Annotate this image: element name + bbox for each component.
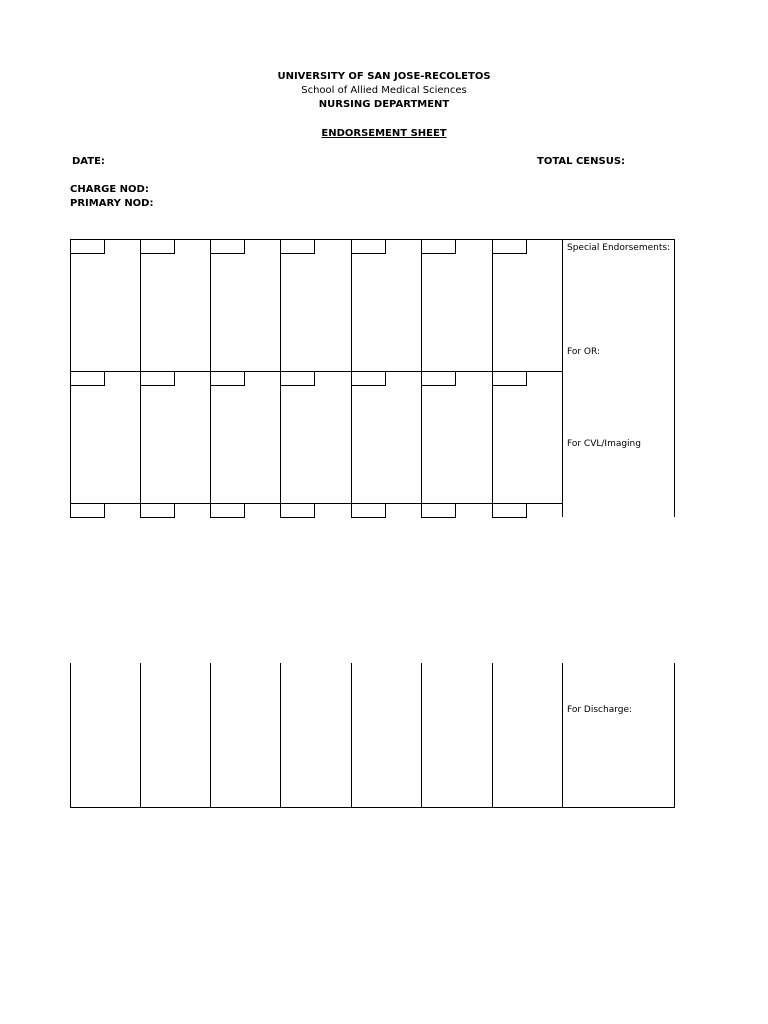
grid-column-line bbox=[351, 663, 352, 808]
bed-number-box bbox=[210, 371, 245, 386]
bed-number-box bbox=[70, 503, 105, 518]
grid-column-line bbox=[210, 663, 211, 808]
bed-number-box bbox=[351, 371, 386, 386]
grid-column-line bbox=[280, 663, 281, 808]
special-endorsements-label: Special Endorsements: bbox=[567, 243, 671, 253]
bed-number-box bbox=[70, 371, 105, 386]
bed-number-box bbox=[140, 503, 175, 518]
bed-number-box bbox=[351, 503, 386, 518]
grid-column-line bbox=[562, 663, 563, 808]
charge-nod-label: CHARGE NOD: bbox=[70, 184, 149, 195]
bed-number-box bbox=[492, 239, 527, 254]
bed-number-box bbox=[280, 239, 315, 254]
date-label: DATE: bbox=[72, 156, 105, 167]
bed-number-box bbox=[421, 503, 456, 518]
bed-number-box bbox=[351, 239, 386, 254]
grid-column-line bbox=[492, 663, 493, 808]
grid-column-line bbox=[140, 663, 141, 808]
department-name: NURSING DEPARTMENT bbox=[318, 99, 450, 110]
bed-number-box bbox=[70, 239, 105, 254]
bed-number-box bbox=[280, 371, 315, 386]
for-discharge-label: For Discharge: bbox=[567, 705, 633, 715]
for-cvl-imaging-label: For CVL/Imaging bbox=[567, 439, 641, 449]
school-name: School of Allied Medical Sciences bbox=[301, 85, 467, 96]
for-or-label: For OR: bbox=[567, 347, 601, 357]
university-name: UNIVERSITY OF SAN JOSE-RECOLETOS bbox=[277, 71, 491, 82]
grid-column-line bbox=[674, 663, 675, 808]
grid-bottom-border bbox=[70, 807, 675, 808]
grid-column-line bbox=[562, 239, 563, 517]
grid-column-line bbox=[674, 239, 675, 517]
bed-number-box bbox=[421, 239, 456, 254]
bed-number-box bbox=[140, 239, 175, 254]
bed-number-box bbox=[492, 503, 527, 518]
sheet-title: ENDORSEMENT SHEET bbox=[321, 128, 447, 139]
bed-number-box bbox=[140, 371, 175, 386]
bed-number-box bbox=[210, 503, 245, 518]
bed-number-box bbox=[421, 371, 456, 386]
grid-column-line bbox=[70, 663, 71, 808]
primary-nod-label: PRIMARY NOD: bbox=[70, 198, 154, 209]
bed-number-box bbox=[492, 371, 527, 386]
total-census-label: TOTAL CENSUS: bbox=[537, 156, 626, 167]
bed-number-box bbox=[280, 503, 315, 518]
grid-column-line bbox=[421, 663, 422, 808]
bed-number-box bbox=[210, 239, 245, 254]
